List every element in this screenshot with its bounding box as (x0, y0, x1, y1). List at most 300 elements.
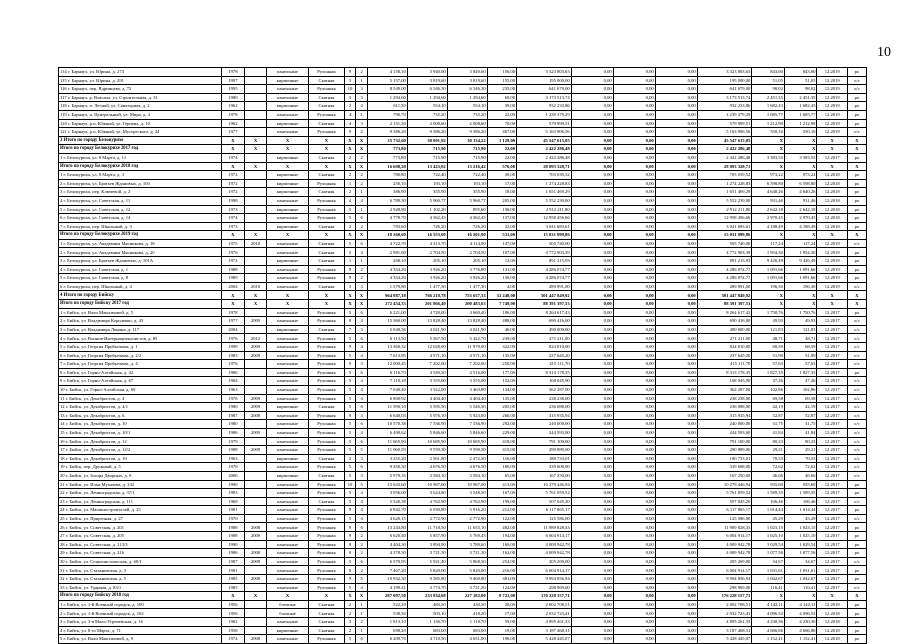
unit-cost-cell: 1 682,43 (752, 102, 785, 111)
local-funds-cell: 0,00 (655, 162, 697, 171)
private-area-cell: 683,00 (447, 626, 487, 635)
roof-type-cell: Скатная (309, 282, 345, 291)
year-built-cell: 1986 (221, 549, 244, 558)
year-built-cell: 1972 (221, 171, 244, 180)
roof-type-cell: Рулонная (309, 566, 345, 575)
max-unit-cost-cell: 1 152,41 (784, 635, 817, 644)
year-built-cell: X (221, 136, 244, 145)
completion-date-cell: 12.2018 (817, 188, 847, 197)
roof-type-cell: Скатная (309, 76, 345, 85)
federal-funds-cell: 0,00 (571, 437, 613, 446)
table-row (59, 93, 867, 102)
unit-cost-cell: 4 142,11 (752, 600, 785, 609)
private-area-cell: 7 202,60 (447, 360, 487, 369)
federal-funds-cell: 0,00 (571, 523, 613, 532)
living-area-cell: 4 710,50 (407, 635, 447, 644)
private-area-cell: 13 828,40 (447, 317, 487, 326)
floors-cell: 9 (344, 274, 356, 283)
living-area-cell: 4 676,50 (407, 463, 447, 472)
unit-cost-cell: 4 230,36 (752, 618, 785, 627)
living-area-cell: 3 555,00 (407, 377, 447, 386)
regional-funds-cell: 0,00 (613, 239, 655, 248)
living-area-cell: 4 021,90 (407, 325, 447, 334)
living-area-cell: 722,40 (407, 171, 447, 180)
regional-funds-cell: 0,00 (613, 343, 655, 352)
federal-funds-cell: 0,00 (571, 214, 613, 223)
owners-funds-cell: 289 991,00 (697, 282, 752, 291)
repair-cost-cell: 8 264 617,43 (517, 308, 572, 317)
roof-type-cell: Рулонная (309, 635, 345, 644)
year-reconstructed-cell: 2018 (244, 282, 266, 291)
completion-date-cell: 12.2018 (817, 618, 847, 627)
table-row (59, 85, 867, 94)
owners-funds-cell: 180 733,01 (697, 454, 752, 463)
wall-material-cell: кирпичные (267, 179, 309, 188)
max-unit-cost-cell: 45,29 (784, 514, 817, 523)
table-row (59, 153, 867, 162)
completion-date-cell: 12.2017 (817, 368, 847, 377)
residents-cell: 17,00 (487, 179, 516, 188)
roof-type-cell: Рулонная (309, 428, 345, 437)
owners-funds-cell: 507 045,20 (697, 497, 752, 506)
wall-material-cell: панельные (267, 566, 309, 575)
wall-material-cell: панельные (267, 463, 309, 472)
year-built-cell: 1977 (221, 317, 244, 326)
table-row (59, 403, 867, 412)
local-funds-cell: 0,00 (655, 480, 697, 489)
repair-cost-cell: 3 187 468,31 (517, 626, 572, 635)
year-built-cell: 1995 (221, 85, 244, 94)
completion-date-cell: 12.2019 (817, 102, 847, 111)
federal-funds-cell: 0,00 (571, 557, 613, 566)
completion-date-cell: 12.2017 (817, 394, 847, 403)
floors-cell: X (344, 145, 356, 154)
private-area-cell: 1 477,30 (447, 282, 487, 291)
private-area-cell: 3 548,50 (447, 489, 487, 498)
address-cell: 4 г. Бийск, ул. Воинов-Интернационалистов, д. 85 (59, 334, 222, 343)
local-funds-cell: 0,00 (655, 411, 697, 420)
completion-date-cell: X (817, 300, 847, 309)
table-row (59, 618, 867, 627)
table-row (59, 317, 867, 326)
regional-funds-cell: 0,00 (613, 540, 655, 549)
year-built-cell: 1989 (221, 274, 244, 283)
private-area-cell: 753 657,33 (447, 291, 487, 300)
year-reconstructed-cell (244, 257, 266, 266)
entrances-cell: 1 (356, 110, 368, 119)
wall-material-cell: панельные (267, 334, 309, 343)
year-built-cell: 1988 (221, 523, 244, 532)
living-area-cell: 355,90 (407, 188, 447, 197)
year-reconstructed-cell (244, 463, 266, 472)
repair-cost-cell: 240 000,00 (517, 420, 572, 429)
repair-cost-cell: 2 912 211,80 (517, 205, 572, 214)
regional-funds-cell: 0,00 (613, 575, 655, 584)
repair-cost-cell: 4 009 942,78 (517, 549, 572, 558)
owners-funds-cell: 290 889,00 (697, 446, 752, 455)
year-reconstructed-cell: X (244, 136, 266, 145)
year-built-cell: 1991 (221, 566, 244, 575)
local-funds-cell: 0,00 (655, 248, 697, 257)
residents-cell: 229,00 (487, 428, 516, 437)
private-area-cell: 200 483,63 (447, 300, 487, 309)
repair-cost-cell: 9 994 856,94 (517, 575, 572, 584)
regional-funds-cell: 0,00 (613, 532, 655, 541)
unit-cost-cell: 1 025,10 (752, 532, 785, 541)
living-area-cell: 683,00 (407, 626, 447, 635)
floors-cell: 5 (344, 557, 356, 566)
regional-funds-cell: 0,00 (613, 196, 655, 205)
entrances-cell: X (356, 231, 368, 240)
repair-cost-cell: 641 679,00 (517, 85, 572, 94)
entrances-cell: 6 (356, 437, 368, 446)
regional-funds-cell: 0,00 (613, 257, 655, 266)
private-area-cell: 5 422,70 (447, 334, 487, 343)
wall-material-cell: панельные (267, 239, 309, 248)
federal-funds-cell: 0,00 (571, 635, 613, 644)
living-area-cell: 4 404,40 (407, 394, 447, 403)
roof-type-cell: Скатная (309, 239, 345, 248)
total-area-cell: 1 579,80 (367, 282, 407, 291)
total-area-cell: 964 887,18 (367, 291, 407, 300)
entrances-cell: 5 (356, 446, 368, 455)
federal-funds-cell: 0,00 (571, 454, 613, 463)
completion-date-cell: 12.2018 (817, 179, 847, 188)
total-area-cell: 386,90 (367, 188, 407, 197)
unit-cost-cell: 1 014,44 (752, 506, 785, 515)
local-funds-cell: 0,00 (655, 403, 697, 412)
table-row (59, 428, 867, 437)
entrances-cell: 1 (356, 600, 368, 609)
total-area-cell: 6 209,70 (367, 635, 407, 644)
table-row (59, 583, 867, 592)
owners-funds-cell: 195 000,00 (697, 76, 752, 85)
wall-material-cell: кирпичные (267, 471, 309, 480)
max-unit-cost-cell: 1 685,77 (784, 110, 817, 119)
total-area-cell: 18 260,60 (367, 231, 407, 240)
repair-cost-cell: 501 447 849,92 (517, 291, 572, 300)
repair-method-cell: о/с (847, 463, 866, 472)
floors-cell: 2 (344, 609, 356, 618)
floors-cell: 5 (344, 497, 356, 506)
address-cell: 2 г. Белокуриха, ул. Братьев Ждановых, д. 103 (59, 179, 222, 188)
year-reconstructed-cell (244, 618, 266, 627)
private-area-cell: 5 960,77 (447, 196, 487, 205)
floors-cell: 9 (344, 68, 356, 77)
federal-funds-cell: 0,00 (571, 257, 613, 266)
wall-material-cell: кирпичные (267, 102, 309, 111)
max-unit-cost-cell: 973,22 (784, 171, 817, 180)
max-unit-cost-cell: 34,67 (784, 557, 817, 566)
repair-method-cell: ро (847, 609, 866, 618)
repair-method-cell: ро (847, 540, 866, 549)
year-reconstructed-cell: X (244, 291, 266, 300)
private-area-cell: 4 762,90 (447, 497, 487, 506)
floors-cell: 1 (344, 179, 356, 188)
private-area-cell: 4 651,00 (447, 635, 487, 644)
table-row (59, 257, 867, 266)
table-row (59, 471, 867, 480)
private-area-cell: 30 134,22 (447, 136, 487, 145)
completion-date-cell: 12.2019 (817, 110, 847, 119)
address-cell: 26 г. Бийск, ул. Советская, д. 201 (59, 523, 222, 532)
year-built-cell: 1998 (221, 196, 244, 205)
owners-funds-cell: 3 323 803,63 (697, 68, 752, 77)
floors-cell: 9 (344, 540, 356, 549)
owners-funds-cell: 4 009 942,78 (697, 540, 752, 549)
wall-material-cell: панельные (267, 523, 309, 532)
floors-cell: 5 (344, 248, 356, 257)
year-reconstructed-cell (244, 454, 266, 463)
entrances-cell: 3 (356, 360, 368, 369)
wall-material-cell: панельные (267, 85, 309, 94)
federal-funds-cell: 0,00 (571, 188, 613, 197)
repair-cost-cell: 791 100,00 (517, 437, 572, 446)
entrances-cell: 6 (356, 239, 368, 248)
local-funds-cell: 0,00 (655, 68, 697, 77)
completion-date-cell: 12.2018 (817, 171, 847, 180)
local-funds-cell: 0,00 (655, 196, 697, 205)
living-area-cell: 9 559,30 (407, 446, 447, 455)
total-area-cell: 7 613,85 (367, 351, 407, 360)
unit-cost-cell: 3 383,55 (752, 153, 785, 162)
roof-type-cell: X (309, 231, 345, 240)
table-row (59, 437, 867, 446)
floors-cell: 5 (344, 463, 356, 472)
address-cell: Итого по городу Бийску 2018 год (59, 592, 222, 601)
address-cell: 16 г. Бийск, ул. Декабристов, д. 12 (59, 437, 222, 446)
regional-funds-cell: 0,00 (613, 93, 655, 102)
regional-funds-cell: 0,00 (613, 454, 655, 463)
max-unit-cost-cell: 2 451,35 (784, 93, 817, 102)
entrances-cell: 4 (356, 248, 368, 257)
wall-material-cell: X (267, 136, 309, 145)
entrances-cell: 2 (356, 549, 368, 558)
local-funds-cell: 0,00 (655, 257, 697, 266)
federal-funds-cell: 0,00 (571, 420, 613, 429)
repair-method-cell: ро (847, 566, 866, 575)
repair-method-cell: ро (847, 480, 866, 489)
max-unit-cost-cell: 2 642,18 (784, 205, 817, 214)
repair-method-cell: ро (847, 274, 866, 283)
living-area-cell: 5 595,50 (407, 403, 447, 412)
year-built-cell: 1979 (221, 437, 244, 446)
year-built-cell: 1983 (221, 489, 244, 498)
regional-funds-cell: 0,00 (613, 583, 655, 592)
living-area-cell: 205,10 (407, 257, 447, 266)
local-funds-cell: 0,00 (655, 136, 697, 145)
living-area-cell: 3 926,20 (407, 265, 447, 274)
federal-funds-cell: 0,00 (571, 471, 613, 480)
repair-cost-cell: 4 895 261,33 (517, 618, 572, 627)
year-built-cell: 1978 (221, 308, 244, 317)
year-built-cell: 1974 (221, 214, 244, 223)
total-area-cell: 522,20 (367, 600, 407, 609)
regional-funds-cell: 0,00 (613, 506, 655, 515)
floors-cell: 3 (344, 282, 356, 291)
private-area-cell: 11 979,00 (447, 343, 487, 352)
unit-cost-cell: 4 666,86 (752, 626, 785, 635)
living-area-cell: 503,10 (407, 609, 447, 618)
local-funds-cell: 0,00 (655, 532, 697, 541)
residents-cell: 20,00 (487, 600, 516, 609)
repair-method-cell: X (847, 145, 866, 154)
unit-cost-cell: 4 096,52 (752, 609, 785, 618)
local-funds-cell: 0,00 (655, 351, 697, 360)
federal-funds-cell: 0,00 (571, 592, 613, 601)
repair-method-cell: о/с (847, 317, 866, 326)
wall-material-cell: X (267, 162, 309, 171)
owners-funds-cell: 167 250,00 (697, 471, 752, 480)
address-cell: 4 г. Бийск, ул. 8-го Марта, д. 71 (59, 626, 222, 635)
federal-funds-cell: 0,00 (571, 153, 613, 162)
repair-cost-cell: 167 250,00 (517, 471, 572, 480)
repair-cost-cell: 6 004 914,17 (517, 532, 572, 541)
residents-cell: 205,00 (487, 403, 516, 412)
living-area-cell: 2 008,60 (407, 119, 447, 128)
max-unit-cost-cell: 4 096,52 (784, 609, 817, 618)
residents-cell: 22,00 (487, 110, 516, 119)
total-area-cell: 2 928,80 (367, 205, 407, 214)
repair-cost-cell: 3 173 513,74 (517, 93, 572, 102)
max-unit-cost-cell: 42,19 (784, 403, 817, 412)
wall-material-cell: панельные (267, 549, 309, 558)
max-unit-cost-cell: 6 598,80 (784, 179, 817, 188)
entrances-cell: 6 (356, 308, 368, 317)
table-row (59, 351, 867, 360)
wall-material-cell: панельные (267, 411, 309, 420)
federal-funds-cell: 0,00 (571, 317, 613, 326)
year-built-cell: 1964 (221, 377, 244, 386)
table-row (59, 540, 867, 549)
year-built-cell: 1978 (221, 110, 244, 119)
max-unit-cost-cell: 1 042,67 (784, 575, 817, 584)
federal-funds-cell: 0,00 (571, 618, 613, 627)
roof-type-cell: Рулонная (309, 205, 345, 214)
address-cell: 11 г. Бийск, ул. Декабристов, д. 4 (59, 394, 222, 403)
owners-funds-cell: 891 215,93 (697, 257, 752, 266)
repair-method-cell: о/с (847, 403, 866, 412)
unit-cost-cell: X (752, 300, 785, 309)
year-built-cell: 1974 (221, 153, 244, 162)
address-cell: 10 г. Бийск, ул. Горно-Алтайская, д. 69 (59, 385, 222, 394)
entrances-cell: X (356, 291, 368, 300)
regional-funds-cell: 0,00 (613, 145, 655, 154)
wall-material-cell: панельные (267, 394, 309, 403)
completion-date-cell: X (817, 231, 847, 240)
entrances-cell: 2 (356, 566, 368, 575)
repair-method-cell: о/с (847, 385, 866, 394)
living-area-cell: 1 102,20 (407, 205, 447, 214)
unit-cost-cell: 72,62 (752, 463, 785, 472)
living-area-cell: 5 921,40 (407, 557, 447, 566)
repair-cost-cell: 180 733,01 (517, 454, 572, 463)
local-funds-cell: 0,00 (655, 566, 697, 575)
regional-funds-cell: 0,00 (613, 274, 655, 283)
year-built-cell: 1963 (221, 385, 244, 394)
private-area-cell: 2 772,90 (447, 514, 487, 523)
max-unit-cost-cell: X (784, 145, 817, 154)
total-area-cell: 11 060,59 (367, 446, 407, 455)
living-area-cell: 3 624,80 (407, 489, 447, 498)
living-area-cell: 5 567,50 (407, 334, 447, 343)
entrances-cell: 4 (356, 343, 368, 352)
repair-cost-cell: 176 228 157,71 (517, 592, 572, 601)
federal-funds-cell: 0,00 (571, 248, 613, 257)
entrances-cell: 1 (356, 257, 368, 266)
year-reconstructed-cell (244, 360, 266, 369)
year-built-cell: 1972 (221, 188, 244, 197)
regional-funds-cell: 0,00 (613, 110, 655, 119)
entrances-cell: 4 (356, 377, 368, 386)
total-area-cell: 4 778,70 (367, 214, 407, 223)
housing-repair-table (58, 67, 867, 644)
regional-funds-cell: 0,00 (613, 609, 655, 618)
repair-cost-cell: 507 045,20 (517, 497, 572, 506)
living-area-cell: 3 926,20 (407, 274, 447, 283)
unit-cost-cell: 102,86 (752, 385, 785, 394)
private-area-cell: 11 655,10 (447, 523, 487, 532)
total-area-cell: 3 956,00 (367, 489, 407, 498)
completion-date-cell: 12.2017 (817, 575, 847, 584)
federal-funds-cell: 0,00 (571, 102, 613, 111)
floors-cell: X (344, 300, 356, 309)
unit-cost-cell: 34,67 (752, 557, 785, 566)
owners-funds-cell: 641 679,00 (697, 85, 752, 94)
wall-material-cell: панельные (267, 360, 309, 369)
table-row (59, 385, 867, 394)
federal-funds-cell: 0,00 (571, 343, 613, 352)
repair-cost-cell: 505 740,00 (517, 239, 572, 248)
wall-material-cell: панельные (267, 368, 309, 377)
total-area-cell: 6 842,70 (367, 506, 407, 515)
unit-cost-cell: 1 077,56 (752, 549, 785, 558)
unit-cost-cell: 2 451,35 (752, 93, 785, 102)
table-row (59, 110, 867, 119)
total-area-cell: 8 549,00 (367, 85, 407, 94)
max-unit-cost-cell: 57,63 (784, 360, 817, 369)
roof-type-cell: Рулонная (309, 196, 345, 205)
owners-funds-cell: 125 586,00 (697, 514, 752, 523)
year-reconstructed-cell (244, 214, 266, 223)
repair-cost-cell: 3 323 803,63 (517, 68, 572, 77)
max-unit-cost-cell: 1 029,54 (784, 540, 817, 549)
regional-funds-cell: 0,00 (613, 489, 655, 498)
regional-funds-cell: 0,00 (613, 300, 655, 309)
year-reconstructed-cell (244, 437, 266, 446)
roof-type-cell: Рулонная (309, 540, 345, 549)
repair-cost-cell: 271 211,00 (517, 334, 572, 343)
unit-cost-cell: 29,21 (752, 446, 785, 455)
total-area-cell: 1 294,60 (367, 93, 407, 102)
wall-material-cell: панельные (267, 532, 309, 541)
address-cell: 21 г. Бийск, ул. Ильи Мухачева, д. 232 (59, 480, 222, 489)
regional-funds-cell: 0,00 (613, 626, 655, 635)
regional-funds-cell: 0,00 (613, 635, 655, 644)
entrances-cell: 5 (356, 575, 368, 584)
owners-funds-cell: 2 002 708,51 (697, 600, 752, 609)
entrances-cell: 6 (356, 635, 368, 644)
wall-material-cell: панельные (267, 618, 309, 627)
private-area-cell: 16 201,90 (447, 231, 487, 240)
living-area-cell: 3 522,00 (407, 385, 447, 394)
private-area-cell: 5 769,43 (447, 532, 487, 541)
floors-cell: 3 (344, 93, 356, 102)
max-unit-cost-cell: 843,60 (784, 68, 817, 77)
total-area-cell: 13 243,80 (367, 523, 407, 532)
floors-cell: 5 (344, 308, 356, 317)
address-cell: 6 г. Белокуриха, ул. Советская, д. 14 (59, 214, 222, 223)
